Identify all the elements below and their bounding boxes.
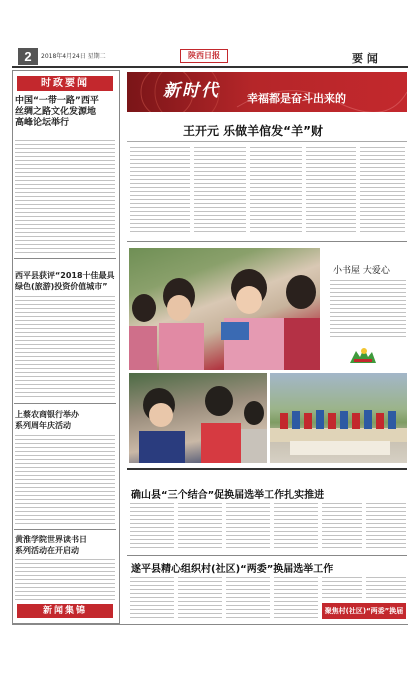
election-focus-badge: 聚焦村(社区)“两委”换届 bbox=[322, 603, 406, 619]
date-line: 2018年4月24日 星期二 bbox=[41, 53, 106, 60]
photo-group-shapes bbox=[270, 373, 407, 463]
calligraphy-new-era: 新时代 bbox=[163, 81, 220, 101]
feature-body-col-2 bbox=[194, 147, 246, 233]
left-top-headline-line-1: 中国“一带一路”西平 bbox=[15, 96, 99, 106]
left-divider-1 bbox=[14, 258, 116, 259]
left-lower-headline-line-1: 上蔡农商银行举办 bbox=[15, 410, 79, 419]
left-divider-3 bbox=[14, 529, 116, 530]
left-bottom-headline-line-1: 黄淮学院世界读书日 bbox=[15, 535, 87, 544]
story-2-body-col-2 bbox=[178, 577, 222, 619]
photo-children-with-books bbox=[129, 373, 267, 463]
photo-group-students bbox=[270, 373, 407, 463]
left-bottom-body-text bbox=[15, 559, 115, 601]
feature-title: 王开元 乐做羊倌发“羊”财 bbox=[183, 124, 323, 138]
story-1-title: 确山县“三个结合”促换届选举工作扎实推进 bbox=[131, 490, 325, 501]
left-bottom-headline-line-2: 系列活动在开启动 bbox=[15, 546, 79, 555]
left-mid-body-text bbox=[15, 296, 115, 399]
left-top-body-text bbox=[15, 140, 115, 253]
header-rule bbox=[12, 66, 408, 68]
feature-banner bbox=[127, 72, 407, 112]
school-logo bbox=[348, 345, 378, 365]
photo-bottom-rule bbox=[127, 468, 407, 470]
feature-subtitle: 幸福都是奋斗出来的 bbox=[247, 92, 346, 105]
story-1-body-col-4 bbox=[274, 503, 318, 551]
feature-body-col-4 bbox=[306, 147, 356, 233]
photo-caption-text bbox=[330, 280, 406, 340]
page-bottom-rule bbox=[12, 624, 408, 625]
left-divider-2 bbox=[14, 403, 116, 404]
left-top-headline-line-2: 丝绸之路文化发源地 bbox=[15, 107, 97, 117]
story-1-body-col-5 bbox=[322, 503, 362, 551]
left-lower-body-text bbox=[15, 435, 115, 525]
story-1-bottom-rule bbox=[127, 555, 407, 556]
left-lower-headline-line-2: 系列周年庆活动 bbox=[15, 421, 71, 430]
section-title: 要 闻 bbox=[352, 52, 378, 65]
page-number: 2 bbox=[18, 48, 38, 65]
feature-body-col-3 bbox=[250, 147, 302, 233]
times-review-banner: 时政要闻 bbox=[17, 76, 113, 91]
story-2-title: 遂平县精心组织村(社区)“两委”换届选举工作 bbox=[131, 564, 334, 575]
feature-bottom-rule bbox=[127, 241, 407, 242]
left-top-headline-line-3: 高峰论坛举行 bbox=[15, 118, 70, 128]
school-logo-icon bbox=[348, 345, 378, 365]
story-1-body-col-1 bbox=[130, 503, 174, 551]
news-roundup-banner: 新闻集锦 bbox=[17, 604, 113, 618]
feature-title-rule bbox=[127, 141, 407, 142]
story-1-body-col-3 bbox=[226, 503, 270, 551]
photo-caption-title: 小书屋 大爱心 bbox=[333, 266, 390, 276]
masthead-logo: 陕西日报 bbox=[180, 49, 228, 63]
photo-shapes bbox=[129, 248, 320, 370]
story-2-body-col-4 bbox=[274, 577, 318, 619]
photo-children-shapes bbox=[129, 373, 267, 463]
feature-body-col-5 bbox=[360, 147, 405, 233]
feature-body-col-1 bbox=[130, 147, 190, 233]
story-2-body-col-5 bbox=[322, 577, 362, 599]
story-2-body-col-1 bbox=[130, 577, 174, 619]
story-2-body-col-6 bbox=[366, 577, 406, 599]
left-mid-headline-line-2: 绿色(旅游)投资价值城市” bbox=[15, 282, 108, 291]
left-mid-headline-line-1: 西平县获评“2018十佳最具 bbox=[15, 271, 115, 280]
story-2-body-col-3 bbox=[226, 577, 270, 619]
main-photo-girls-reading bbox=[129, 248, 320, 370]
story-1-body-col-2 bbox=[178, 503, 222, 551]
story-1-body-col-6 bbox=[366, 503, 406, 551]
